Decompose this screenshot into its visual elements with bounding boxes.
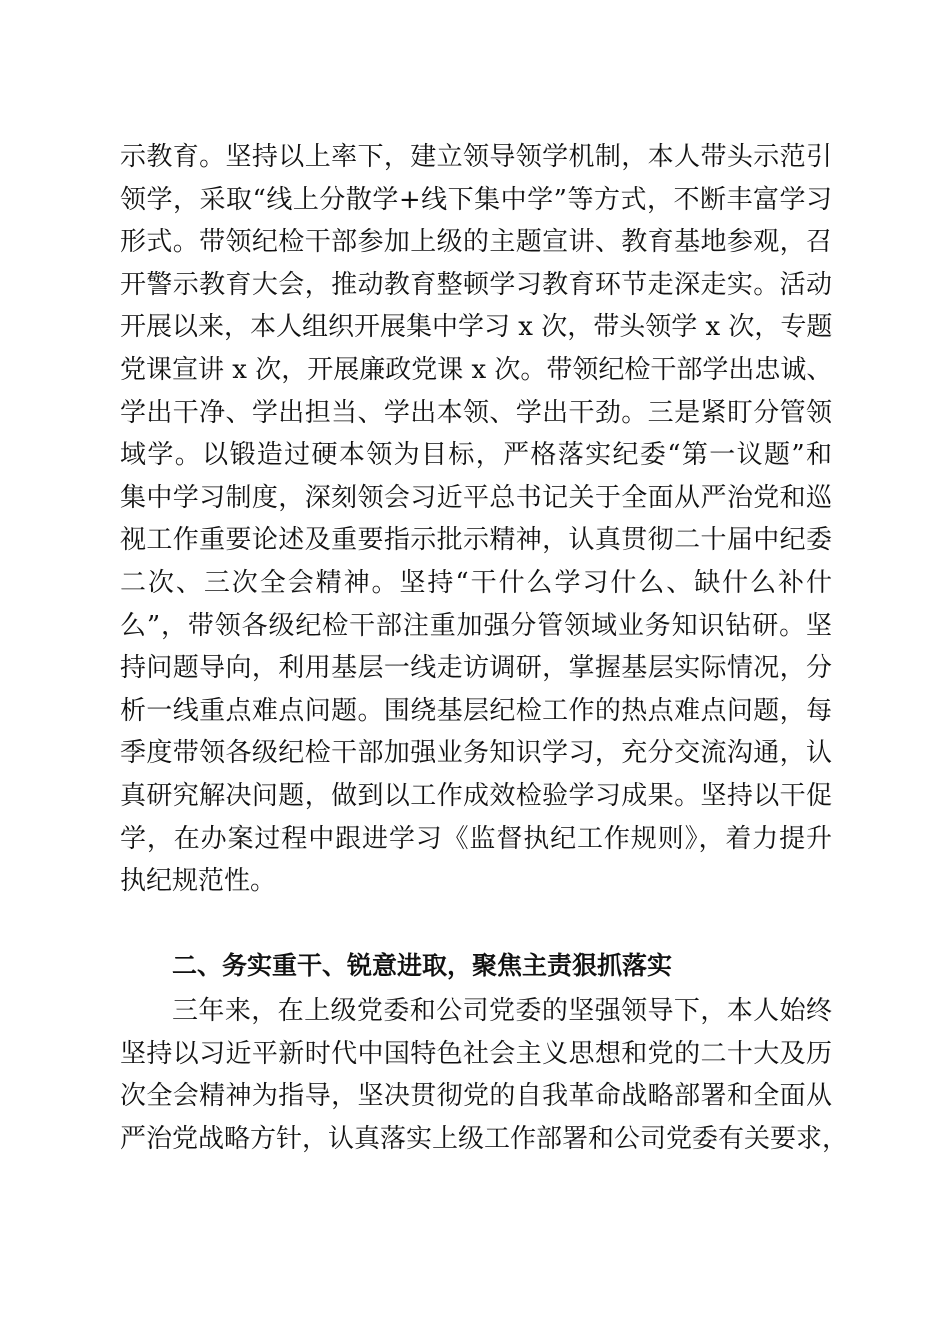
text-line: 执纪规范性。 xyxy=(120,866,277,897)
section-paragraph xyxy=(120,990,849,1160)
text-line: 坚持以习近平新时代中国特色社会主义思想和党的二十大及历 xyxy=(120,1038,832,1069)
text-line: 季度带领各级纪检干部加强业务知识学习，充分交流沟通，认 xyxy=(120,738,832,769)
text-line: 域学。以锻造过硬本领为目标，严格落实纪委“第一议题”和 xyxy=(120,440,832,471)
text-line: 集中学习制度，深刻领会习近平总书记关于全面从严治党和巡 xyxy=(120,482,832,513)
text-line: 形式。带领纪检干部参加上级的主题宣讲、教育基地参观，召 xyxy=(120,227,832,258)
section-heading: 二、务实重干、锐意进取，聚焦主责狠抓落实 xyxy=(172,951,673,980)
text-line: 真研究解决问题，做到以工作成效检验学习成果。坚持以干促 xyxy=(120,780,832,811)
text-line: 学，在办案过程中跟进学习《监督执纪工作规则》，着力提升 xyxy=(120,823,832,854)
text-line: 开警示教育大会，推动教育整顿学习教育环节走深走实。活动 xyxy=(120,269,832,300)
text-line: 析一线重点难点问题。围绕基层纪检工作的热点难点问题，每 xyxy=(120,695,832,726)
text-line: 二次、三次全会精神。坚持“干什么学习什么、缺什么补什 xyxy=(120,567,832,598)
text-line: 三年来，在上级党委和公司党委的坚强领导下，本人始终 xyxy=(172,996,832,1026)
text-line: 次全会精神为指导，坚决贯彻党的自我革命战略部署和全面从 xyxy=(120,1081,832,1112)
text-line: 示教育。坚持以上率下，建立领导领学机制，本人带头示范引 xyxy=(120,142,832,172)
text-line: 领学，采取“线上分散学+线下集中学”等方式，不断丰富学习 xyxy=(120,184,832,215)
paragraph-continued xyxy=(120,136,832,903)
text-line: 么”，带领各级纪检干部注重加强分管领域业务知识钻研。坚 xyxy=(120,610,832,641)
text-line: 开展以来，本人组织开展集中学习 x 次，带头领学 x 次，专题 xyxy=(120,312,833,343)
text-line: 视工作重要论述及重要指示批示精神，认真贯彻二十届中纪委 xyxy=(120,525,832,556)
text-line: 持问题导向，利用基层一线走访调研，掌握基层实际情况，分 xyxy=(120,653,832,684)
text-line: 学出干净、学出担当、学出本领、学出干劲。三是紧盯分管领 xyxy=(120,397,832,428)
text-line: 党课宣讲 x 次，开展廉政党课 x 次。带领纪检干部学出忠诚、 xyxy=(120,354,833,385)
text-line: 严治党战略方针，认真落实上级工作部署和公司党委有关要求， xyxy=(120,1123,849,1154)
